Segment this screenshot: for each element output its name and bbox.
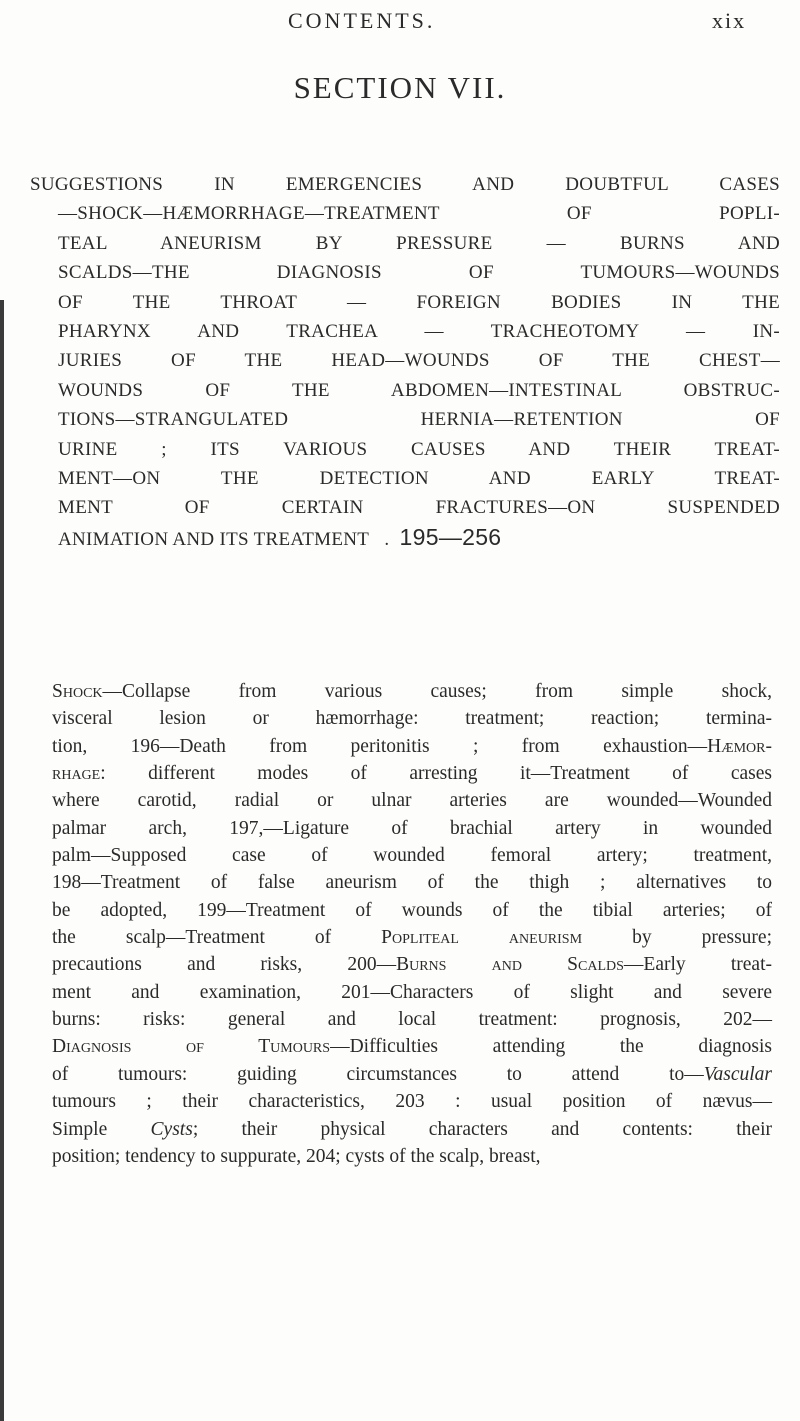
paragraph-line: Shock—Collapse from various causes; from simple shock, [52, 681, 772, 702]
summary-line: MENT OF CERTAIN FRACTURES—ON SUSPENDED [58, 497, 780, 519]
paragraph-line: palm—Supposed case of wounded femoral artery; treatment, [52, 845, 772, 867]
paragraph-line: 198—Treatment of false aneurism of the thigh ; alternatives to [52, 872, 772, 894]
paragraph-line: precautions and risks, 200—Burns and Scalds—Early treat- [52, 954, 772, 976]
leader-dot: . [384, 528, 390, 550]
page-edge-shadow [0, 300, 4, 1421]
summary-line: —SHOCK—HÆMORRHAGE—TREATMENT OF POPLI- [58, 203, 780, 225]
paragraph-line: position; tendency to suppurate, 204; cysts of the scalp, breast, [52, 1145, 541, 1167]
summary-line: TEAL ANEURISM BY PRESSURE — BURNS AND [58, 232, 780, 254]
paragraph-line: where carotid, radial or ulnar arteries are wounded—Wounded [52, 790, 772, 812]
paragraph-line: ment and examination, 201—Characters of slight and severe [52, 981, 772, 1003]
paragraph-line: visceral lesion or hæmorrhage: treatment; reaction; termina- [52, 708, 772, 730]
paragraph-line: burns: risks: general and local treatment: prognosis, 202— [52, 1009, 772, 1031]
paragraph-line: Simple Cysts; their physical characters and contents: their [52, 1118, 772, 1140]
summary-line: PHARYNX AND TRACHEA — TRACHEOTOMY — IN- [58, 320, 780, 342]
summary-line: URINE ; ITS VARIOUS CAUSES AND THEIR TREAT- [58, 438, 780, 460]
page-range: 195—256 [399, 523, 502, 550]
summary-line: WOUNDS OF THE ABDOMEN—INTESTINAL OBSTRUC- [58, 379, 780, 401]
summary-line: OF THE THROAT — FOREIGN BODIES IN THE [58, 291, 780, 313]
section-summary [30, 170, 780, 552]
summary-line: ANIMATION AND ITS TREATMENT . 195—256 [58, 523, 502, 550]
summary-line: JURIES OF THE HEAD—WOUNDS OF THE CHEST— [58, 350, 780, 372]
paragraph-line: the scalp—Treatment of Popliteal aneurism by pressure; [52, 927, 772, 949]
paragraph-line: be adopted, 199—Treatment of wounds of the tibial arteries; of [52, 899, 772, 921]
paragraph-line: of tumours: guiding circumstances to attend to—Vascular [52, 1063, 772, 1085]
paragraph-line: tumours ; their characteristics, 203 : usual position of nævus— [52, 1091, 772, 1113]
summary-line: SCALDS—THE DIAGNOSIS OF TUMOURS—WOUNDS [58, 262, 780, 284]
paragraph-line: Diagnosis of Tumours—Difficulties attending the diagnosis [52, 1036, 772, 1058]
section-contents-paragraph [52, 678, 772, 1170]
summary-line: TIONS—STRANGULATED HERNIA—RETENTION OF [58, 409, 780, 431]
paragraph-line: palmar arch, 197,—Ligature of brachial artery in wounded [52, 817, 772, 839]
page-number: xix [712, 8, 747, 33]
running-head: CONTENTS. [288, 8, 436, 33]
paragraph-line: rhage: different modes of arresting it—Treatment of cases [52, 763, 772, 785]
summary-line: MENT—ON THE DETECTION AND EARLY TREAT- [58, 467, 780, 489]
section-title: SECTION VII. [293, 70, 507, 105]
paragraph-line: tion, 196—Death from peritonitis ; from exhaustion—Hæmor- [52, 735, 772, 757]
summary-line: SUGGESTIONS IN EMERGENCIES AND DOUBTFUL CASES [30, 174, 780, 195]
